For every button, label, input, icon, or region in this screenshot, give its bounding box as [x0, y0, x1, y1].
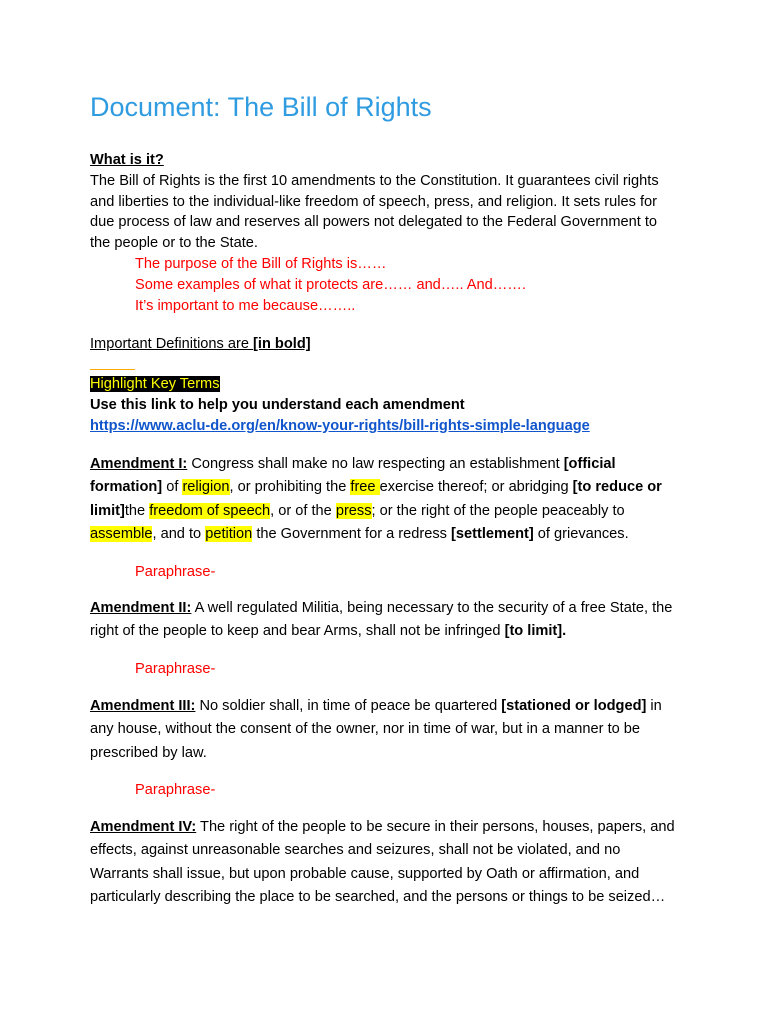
definition-term: [official formation]	[90, 456, 616, 496]
intro-section	[90, 150, 680, 316]
amendment-1	[90, 453, 680, 547]
key-term-highlight: petition	[205, 526, 253, 543]
amendment-1-text: , or prohibiting the	[229, 479, 351, 496]
amendment-3-text: in any house, without the consent of the owner, nor in time of war, but in a manner to be prescribed by law.	[90, 698, 662, 761]
highlight-key-terms-label: Highlight Key Terms	[90, 376, 220, 392]
definition-term: [to limit].	[504, 623, 567, 640]
key-term-highlight: freedom of speech	[149, 502, 271, 519]
divider-mark	[90, 369, 135, 370]
key-term-highlight: assemble	[90, 526, 153, 543]
amendment-1-text: of grievances.	[533, 526, 629, 543]
amendment-4-text: The right of the people to be secure in their persons, houses, papers, and effects, against unreasonable searches and seizures, shall not be violated, and no Warrants shall issue, but upon probable cause, supported by Oath or affirmation, and particularly describing the place to be searched, and the persons or things to be seized…	[90, 819, 675, 906]
amendment-2-label: Amendment II:	[90, 600, 192, 616]
definition-term: [to reduce or limit]	[90, 479, 662, 519]
amendment-4	[90, 816, 680, 910]
amendment-3-text: No soldier shall, in time of peace be quartered	[195, 698, 502, 714]
intro-heading: What is it?	[90, 152, 164, 168]
prompt-purpose: The purpose of the Bill of Rights is……	[135, 255, 387, 272]
amendment-1-text: Congress shall make no law respecting an establishment	[187, 456, 564, 472]
amendment-3-label: Amendment III:	[90, 698, 196, 714]
aclu-link[interactable]: https://www.aclu-de.org/en/know-your-rights/bill-rights-simple-language	[90, 417, 590, 434]
amendment-4-label: Amendment IV:	[90, 819, 197, 835]
key-term-highlight: religion	[182, 479, 230, 496]
key-terms-section	[90, 374, 680, 436]
intro-body: The Bill of Rights is the first 10 amendments to the Constitution. It guarantees civil rights and liberties to the individual-like freedom of speech, press, and religion. It sets rules for due process of law and reserves all powers not delegated to the Federal Government to the people or to the State.	[90, 172, 659, 252]
paraphrase-3: Paraphrase-	[135, 782, 216, 798]
link-instruction: Use this link to help you understand each amendment	[90, 396, 465, 413]
key-term-highlight: free	[350, 479, 380, 496]
paraphrase-1: Paraphrase-	[135, 564, 216, 580]
definition-term: [settlement]	[451, 526, 534, 543]
amendment-1-text: , or of the	[270, 502, 336, 519]
amendment-1-text: the	[124, 502, 150, 519]
prompt-importance: It’s important to me because……..	[135, 297, 356, 314]
amendment-1-text: ; or the right of the people peaceably to	[371, 502, 625, 519]
amendment-1-text: the Government for a redress	[252, 526, 452, 543]
definitions-bold: [in bold]	[253, 336, 311, 352]
amendment-2-text: A well regulated Militia, being necessary to the security of a free State, the right of the people to keep and bear Arms, shall not be infringed	[90, 600, 673, 640]
definition-term: [stationed or lodged]	[501, 698, 647, 714]
prompt-examples: Some examples of what it protects are…… and….. And…….	[135, 276, 526, 293]
amendment-1-text: of	[162, 479, 183, 496]
amendment-1-label: Amendment I:	[90, 456, 188, 472]
paraphrase-2: Paraphrase-	[135, 661, 216, 677]
amendment-3	[90, 695, 680, 765]
definitions-note	[90, 334, 680, 355]
amendment-2	[90, 597, 680, 644]
document-title: Document: The Bill of Rights	[90, 92, 432, 122]
amendment-1-text: , and to	[152, 526, 206, 543]
amendment-1-text: exercise thereof; or abridging	[379, 479, 573, 496]
key-term-highlight: press	[335, 502, 372, 519]
definitions-text: Important Definitions are	[90, 336, 254, 352]
